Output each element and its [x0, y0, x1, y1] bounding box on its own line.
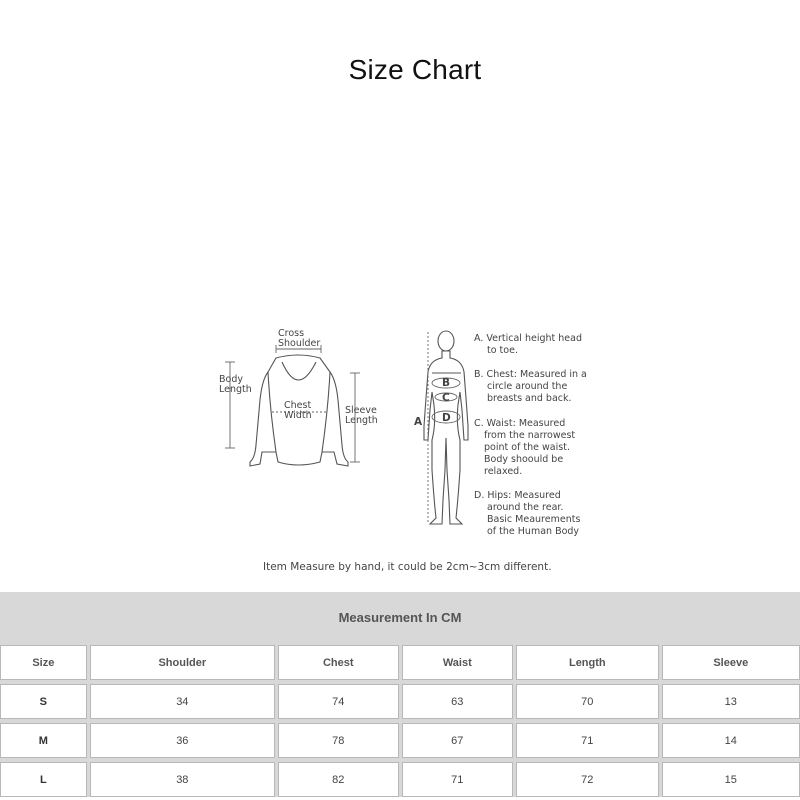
sleeve-length-label-2: Length: [345, 415, 378, 426]
table-title: Measurement In CM: [338, 610, 462, 625]
chest-cell: 82: [278, 762, 399, 797]
length-cell: 72: [516, 762, 658, 797]
definition-a-line-2: to toe.: [487, 345, 518, 356]
header-sleeve: Sleeve: [662, 645, 800, 680]
header-size: Size: [0, 645, 87, 680]
garment-sleeve-seam-left: [268, 372, 276, 452]
body-letter-b: B: [442, 377, 451, 389]
header-chest: Chest: [278, 645, 399, 680]
sleeve-cell: 14: [662, 723, 800, 758]
body-figure: [424, 331, 468, 524]
sleeve-cell: 15: [662, 762, 800, 797]
body-length-label-1: Body: [219, 374, 243, 385]
size-cell: M: [0, 723, 87, 758]
waist-cell: 63: [402, 684, 514, 719]
body-length-label-2: Length: [219, 384, 252, 395]
definition-d-line-2: around the rear.: [487, 502, 564, 513]
size-table: [0, 592, 800, 797]
definition-a-line-1: A. Vertical height head: [474, 333, 582, 344]
definition-d-line-1: D. Hips: Measured: [474, 490, 561, 501]
definition-d-line-3: Basic Meaurements: [487, 514, 581, 525]
body-letter-c: C: [442, 392, 450, 404]
definition-c-line-3: point of the waist.: [484, 442, 570, 453]
header-waist: Waist: [402, 645, 514, 680]
shoulder-cell: 34: [90, 684, 275, 719]
definition-b-line-2: circle around the: [487, 381, 568, 392]
garment-body-outline: [250, 355, 348, 466]
body-head: [438, 331, 454, 351]
table-header-row: [0, 645, 800, 680]
header-length: Length: [516, 645, 658, 680]
garment-collar: [282, 362, 316, 380]
garment-sleeve-seam-right: [322, 372, 330, 452]
cross-shoulder-label-2: Shoulder: [278, 338, 321, 349]
size-cell: S: [0, 684, 87, 719]
definition-b-line-3: breasts and back.: [487, 393, 572, 404]
definition-c-line-1: C. Waist: Measured: [474, 418, 566, 429]
definition-c-line-4: Body shoould be: [484, 454, 564, 465]
length-cell: 71: [516, 723, 658, 758]
definition-b-line-1: B. Chest: Measured in a: [474, 369, 587, 380]
measurement-definitions: [474, 333, 587, 537]
chest-cell: 74: [278, 684, 399, 719]
body-letter-a: A: [414, 416, 423, 428]
waist-cell: 71: [402, 762, 514, 797]
body-outline: [424, 351, 468, 524]
table-row: [0, 684, 800, 719]
shoulder-cell: 38: [90, 762, 275, 797]
sleeve-length-label-1: Sleeve: [345, 405, 377, 416]
shoulder-cell: 36: [90, 723, 275, 758]
size-cell: L: [0, 762, 87, 797]
table-row: [0, 762, 800, 797]
chest-width-label-2: Width: [284, 410, 312, 421]
length-cell: 70: [516, 684, 658, 719]
definition-c-line-5: relaxed.: [484, 466, 523, 477]
garment-dimension-lines: [225, 345, 360, 462]
table-row: [0, 723, 800, 758]
body-measure-rings: [428, 332, 460, 524]
header-shoulder: Shoulder: [90, 645, 275, 680]
chest-cell: 78: [278, 723, 399, 758]
waist-cell: 67: [402, 723, 514, 758]
page-title: Size Chart: [348, 54, 482, 85]
measure-note: Item Measure by hand, it could be 2cm~3cm different.: [263, 561, 552, 573]
garment-diagram: [250, 355, 348, 466]
sleeve-cell: 13: [662, 684, 800, 719]
chest-width-label-1: Chest: [284, 400, 312, 411]
definition-c-line-2: from the narrowest: [484, 430, 576, 441]
definition-d-line-4: of the Human Body: [487, 526, 580, 537]
cross-shoulder-label-1: Cross: [278, 328, 305, 339]
body-letter-d: D: [442, 412, 451, 424]
